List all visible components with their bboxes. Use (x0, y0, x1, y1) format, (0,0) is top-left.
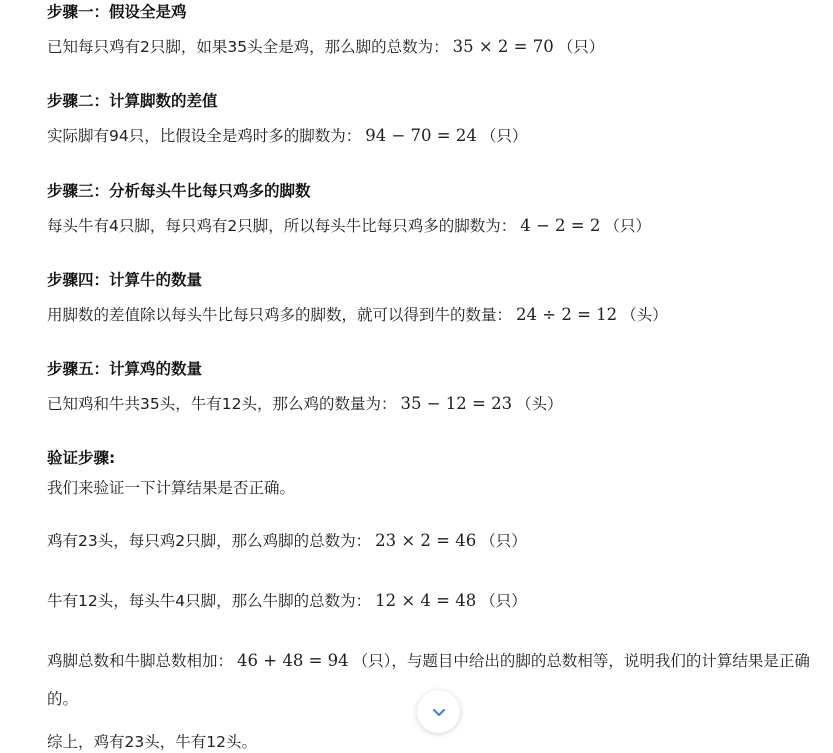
step-2-description: 实际脚有94只，比假设全是鸡时多的脚数为： (47, 127, 362, 145)
verification-intro: 我们来验证一下计算结果是否正确。 (47, 479, 296, 497)
verification-heading: 验证步骤: (47, 449, 116, 467)
step-3-unit: （只） (604, 217, 651, 235)
verify-cow-description: 牛有12头，每头牛4只脚，那么牛脚的总数为： (47, 592, 372, 610)
step-1-formula: 35 × 2 = 70 (452, 37, 554, 56)
step-2-text (47, 125, 527, 147)
step-3-text (47, 215, 651, 237)
verify-chicken-description: 鸡有23头，每只鸡2只脚，那么鸡脚的总数为： (47, 532, 372, 550)
verify-chicken-unit: （只） (480, 532, 527, 550)
verify-cow-formula: 12 × 4 = 48 (375, 591, 477, 610)
verify-cow-text (47, 590, 527, 612)
step-5-unit: （头） (516, 395, 563, 413)
step-4-unit: （头） (621, 306, 668, 324)
conclusion-text: 综上，鸡有23头，牛有12头。 (47, 733, 257, 751)
step-2-formula: 94 − 70 = 24 (365, 126, 477, 145)
step-1-description: 已知每只鸡有2只脚，如果35头全是鸡，那么脚的总数为： (47, 38, 449, 56)
step-4-formula: 24 ÷ 2 = 12 (516, 305, 618, 324)
step-1-unit: （只） (557, 38, 605, 56)
verify-sum-description: 鸡脚总数和牛脚总数相加： (47, 652, 234, 670)
step-4-text (47, 304, 668, 326)
step-5-heading: 步骤五：计算鸡的数量 (47, 360, 203, 378)
verify-sum-formula: 46 + 48 = 94 (237, 651, 349, 670)
step-5-description: 已知鸡和牛共35头，牛有12头，那么鸡的数量为： (47, 395, 397, 413)
step-3-description: 每头牛有4只脚，每只鸡有2只脚，所以每头牛比每只鸡多的脚数为： (47, 217, 517, 235)
verify-sum-tail: ，与题目中给出的脚的总数相等，说明我们的计算结果是正确的。 (47, 652, 810, 708)
step-4-description: 用脚数的差值除以每头牛比每只鸡多的脚数，就可以得到牛的数量： (47, 306, 513, 324)
verify-chicken-formula: 23 × 2 = 46 (375, 531, 477, 550)
step-1-heading: 步骤一：假设全是鸡 (47, 3, 187, 21)
step-4-heading: 步骤四：计算牛的数量 (47, 271, 203, 289)
chevron-down-icon (430, 703, 448, 721)
verify-cow-unit: （只） (480, 592, 527, 610)
scroll-to-bottom-button[interactable] (417, 690, 460, 733)
step-1-text (47, 36, 604, 58)
step-3-heading: 步骤三：分析每头牛比每只鸡多的脚数 (47, 182, 311, 200)
verify-chicken-text (47, 530, 527, 552)
verify-sum-unit: （只） (352, 652, 392, 670)
step-3-formula: 4 − 2 = 2 (520, 216, 601, 235)
step-5-text (47, 393, 563, 415)
step-2-heading: 步骤二：计算脚数的差值 (47, 92, 218, 110)
step-5-formula: 35 − 12 = 23 (400, 394, 513, 413)
step-2-unit: （只） (480, 127, 528, 145)
